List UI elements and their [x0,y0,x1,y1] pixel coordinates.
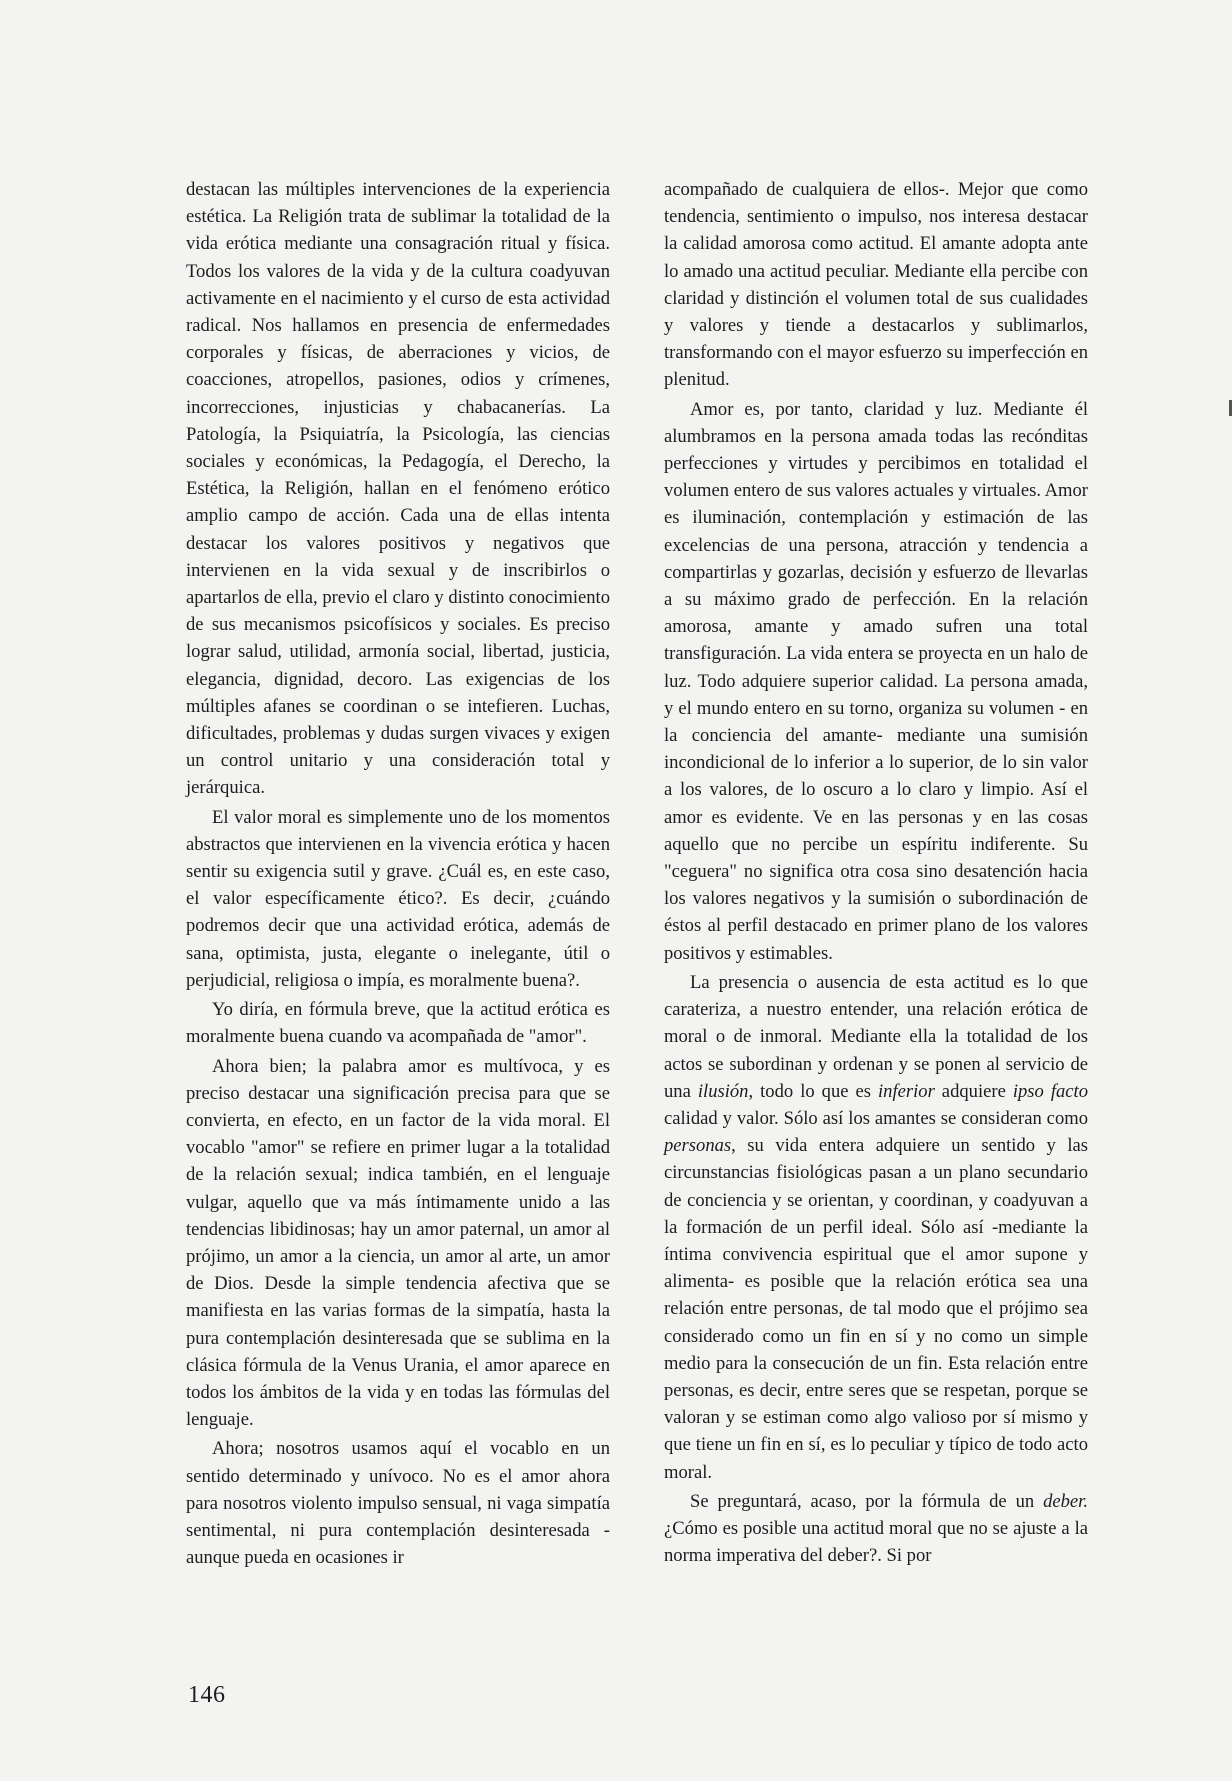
text-run: La presencia o ausencia de esta actitud es lo que carateriza, a nuestro entender, una relación erótica de moral o de inmoral. Mediante ella la totalidad de los actos se subordinan y ordenan y se ponen al servicio de una [664,971,1088,1102]
italic-term: personas [664,1135,732,1157]
paragraph: Amor es, por tanto, claridad y luz. Mediante él alumbramos en la persona amada todas las recónditas perfecciones y virtudes y percibimos en totalidad el volumen entero de sus valores actuales y virtuales. Amor es iluminación, contemplación y estimación de las excelencias de una persona, atracción y tendencia a compartirlas y gozarlas, decisión y esfuerzo de llevarlas a su máximo grado de perfección. En la relación amorosa, amante y amado sufren una total transfiguración. La vida entera se proyecta en un halo de luz. Todo adquiere superior calidad. La persona amada, y el mundo entero en su torno, organiza su volumen - en la conciencia del amante- mediante una sumisión incondicional de lo inferior a lo superior, de lo sin valor a los valores, de lo oscuro a lo claro y limpio. Así el amor es evidente. Ve en las personas y en las cosas aquello que no percibe un espíritu indiferente. Su "ceguera" no significa otra cosa sino desatención hacia los valores negativos y la sumisión o subordinación de éstos al perfil destacado en primer plano de los valores positivos y estimables. [664,398,1088,964]
text-run: Se preguntará, acaso, por la fórmula de un [690,1490,1044,1512]
italic-term: inferior [877,1080,935,1102]
text-run: , todo lo que es [748,1080,878,1102]
paragraph [664,969,1088,1486]
paragraph: destacan las múltiples intervenciones de la experiencia estética. La Religión trata de sublimar la totalidad de la vida erótica mediante una consagración ritual y física. Todos los valores de la vida y de la cultura coadyuvan activamente en el nacimiento y el curso de esta actividad radical. Nos hallamos en presencia de enfermedades corporales y físicas, de aberraciones y vicios, de coacciones, atropellos, pasiones, odios y crímenes, incorrecciones, injusticias y chabacanerías. La Patología, la Psiquiatría, la Psicología, las ciencias sociales y económicas, la Pedagogía, el Derecho, la Estética, la Religión, hallan en el fenómeno erótico amplio campo de acción. Cada una de ellas intenta destacar los valores positivos y negativos que intervienen en la vida sexual y de inscribirlos o apartarlos de ella, previo el claro y distinto conocimiento de sus mecanismos psicofísicos y sociales. Es preciso lograr salud, utilidad, armonía social, libertad, justicia, elegancia, dignidad, decoro. Las exigencias de los múltiples afanes se coordinan o se intefieren. Luchas, dificultades, problemas y dudas surgen vivaces y exigen un control unitario y una consideración total y jerárquica. [186,179,610,799]
italic-term: ilusión [697,1080,749,1102]
paragraph: acompañado de cualquiera de ellos-. Mejor que como tendencia, sentimiento o impulso, nos interesa destacar la calidad amorosa como actitud. El amante adopta ante lo amado una actitud peculiar. Mediante ella percibe con claridad y distinción el volumen total de sus cualidades y valores y tiende a destacarlos y sublimarlos, transformando con el mayor esfuerzo su imperfección en plenitud. [664,179,1088,391]
right-text-column [664,176,1088,1569]
text-run: ¿Cómo es posible una actitud moral que no se ajuste a la norma imperativa del deber?. Si por [664,1517,1088,1567]
paragraph: Ahora; nosotros usamos aquí el vocablo en un sentido determinado y unívoco. No es el amor ahora para nosotros violento impulso sensual, ni vaga simpatía sentimental, ni pura contemplación desinteresada -aunque pueda en ocasiones ir [186,1438,610,1569]
paragraph: Yo diría, en fórmula breve, que la actitud erótica es moralmente buena cuando va acompañada de "amor". [186,999,610,1048]
paragraph: Ahora bien; la palabra amor es multívoca, y es preciso destacar una significación precisa para que se convierta, en efecto, en un factor de la vida moral. El vocablo "amor" se refiere en primer lugar a la totalidad de la relación sexual; indica también, en el lenguaje vulgar, aquello que va más íntimamente unido a las tendencias libidinosas; hay un amor paternal, un amor al prójimo, un amor a la ciencia, un amor al arte, un amor de Dios. Desde la simple tendencia afectiva que se manifiesta en las varias formas de la simpatía, hasta la pura contemplación desinteresada que se sublima en la clásica fórmula de la Venus Urania, el amor aparece en todos los ámbitos de la vida y en todas las fórmulas del lenguaje. [186,1055,610,1431]
text-run: calidad y valor. Sólo así los amantes se consideran como [664,1107,1088,1129]
italic-term: deber. [1043,1490,1088,1512]
left-text-column [186,176,610,1571]
text-run: , su vida entera adquiere un sentido y las circunstancias fisiológicas pasan a un plano secundario de conciencia y se orientan, y coordinan, y coadyuvan a la formación de un perfil ideal. Sólo así -mediante la íntima convivencia espiritual que el amor supone y alimenta- es posible que la relación erótica sea una relación entre personas, de tal modo que el prójimo sea considerado como un fin en sí y no como un simple medio para la consecución de un fin. Esta relación entre personas, es decir, entre seres que se respetan, porque se valoran y se estiman como algo valioso por sí mismo y que tiene un fin en sí, es lo peculiar y típico de todo acto moral. [664,1135,1088,1483]
paragraph: El valor moral es simplemente uno de los momentos abstractos que intervienen en la vivencia erótica y hacen sentir su exigencia sutil y grave. ¿Cuál es, en este caso, el valor específicamente ético?. Es decir, ¿cuándo podremos decir que una actividad erótica, además de sana, optimista, justa, elegante o inelegante, útil o perjudicial, religiosa o impía, es moralmente buena?. [186,806,610,991]
text-run: adquiere [934,1080,1013,1102]
paragraph [664,1488,1088,1570]
page-number: 146 [188,1682,226,1708]
italic-term: ipso facto [1012,1080,1089,1102]
